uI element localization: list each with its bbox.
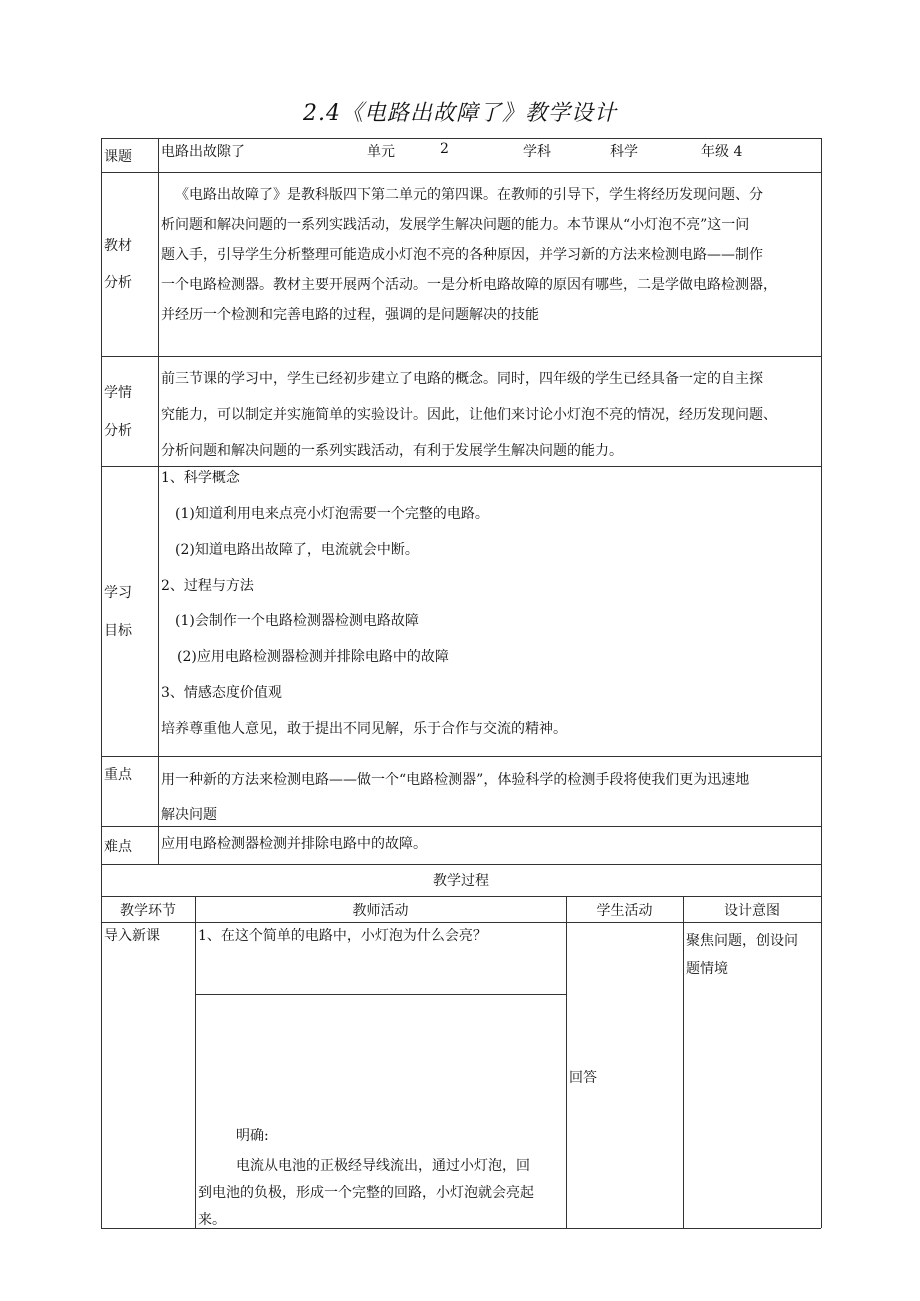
students-line: 分析问题和解决问题的一系列实践活动，有利于发展学生解决问题的能力。 — [161, 443, 623, 459]
students-line: 前三节课的学习中，学生已经初步建立了电路的概念。同时，四年级的学生已经具备一定的自主探 — [161, 371, 763, 387]
title-text: 《电路出故障了》教学设计 — [340, 101, 617, 126]
page-title — [0, 96, 920, 127]
clarify-line: 到电池的负极，形成一个完整的回路，小灯泡就会亮起 — [198, 1185, 534, 1201]
column-header-intent: 设计意图 — [724, 903, 780, 919]
unit-label: 单元 — [367, 144, 395, 160]
column-header-stage: 教学环节 — [120, 903, 176, 919]
objective-item: (1)知道利用电来点亮小灯泡需要一个完整的电路。 — [175, 506, 489, 522]
textbook-line: 析问题和解决问题的一系列实践活动，发展学生解决问题的能力。本节课从“小灯泡不亮”这一问 — [161, 217, 750, 233]
clarify-label: 明确: — [236, 1128, 269, 1144]
difficulty-text: 应用电路检测器检测并排除电路中的故障。 — [161, 836, 427, 852]
objective-item: 2、过程与方法 — [161, 578, 254, 594]
stage-intro: 导入新课 — [104, 928, 160, 944]
objectives-label-line1: 学习 — [104, 585, 132, 601]
key-point-label: 重点 — [104, 767, 132, 783]
clarify-line: 来。 — [198, 1212, 226, 1228]
grade-value: 年级 4 — [701, 144, 743, 160]
unit-value: 2 — [440, 141, 449, 157]
intent-line: 题情境 — [686, 961, 728, 977]
clarify-line: 电流从电池的正极经导线流出，通过小灯泡，回 — [236, 1158, 530, 1174]
column-header-student: 学生活动 — [596, 903, 653, 919]
teacher-question: 1、在这个简单的电路中，小灯泡为什么会亮？ — [198, 928, 487, 944]
topic-label: 课题 — [104, 149, 132, 165]
textbook-label-line2: 分析 — [104, 275, 132, 291]
objective-item: 3、情感态度价值观 — [161, 685, 282, 701]
student-activity: 回答 — [569, 1070, 597, 1086]
objective-item: (1)会制作一个电路检测器检测电路故障 — [175, 613, 419, 629]
objective-item: 1、科学概念 — [161, 470, 240, 486]
column-header-teacher: 教师活动 — [352, 903, 409, 919]
process-title: 教学过程 — [433, 873, 489, 889]
textbook-label-line1: 教材 — [104, 238, 132, 254]
subject-label: 学科 — [523, 144, 551, 160]
textbook-line: 一个电路检测器。教材主要开展两个活动。一是分析电路故障的原因有哪些，二是学做电路检测器， — [161, 277, 777, 293]
students-label-line1: 学情 — [104, 385, 132, 401]
students-line: 究能力，可以制定并实施简单的实验设计。因此，让他们来讨论小灯泡不亮的情况，经历发现问题、 — [161, 407, 777, 423]
textbook-line: 并经历一个检测和完善电路的过程，强调的是问题解决的技能 — [161, 307, 539, 323]
subject-value: 科学 — [610, 144, 638, 160]
topic-value: 电路出故隙了 — [161, 144, 245, 160]
key-point-line: 用一种新的方法来检测电路——做一个“电路检测器”，体验科学的检测手段将使我们更为迅速地 — [161, 772, 750, 788]
intent-line: 聚焦问题，创设问 — [686, 933, 798, 949]
objective-item: 培养尊重他人意见，敢于提出不同见解，乐于合作与交流的精神。 — [161, 721, 567, 737]
students-label-line2: 分析 — [104, 423, 132, 439]
objective-item: (2)应用电路检测器检测并排除电路中的故障 — [177, 649, 449, 665]
textbook-line: 题入手，引导学生分析整理可能造成小灯泡不亮的各种原因，并学习新的方法来检测电路——制作 — [161, 247, 763, 263]
title-number: 2.4 — [302, 101, 341, 126]
key-point-line: 解决问题 — [161, 807, 217, 823]
objectives-label-line2: 目标 — [104, 623, 132, 639]
difficulty-label: 难点 — [104, 839, 132, 855]
objective-item: (2)知道电路出故障了，电流就会中断。 — [175, 542, 419, 558]
textbook-line: 《电路出故障了》是教科版四下第二单元的第四课。在教师的引导下，学生将经历发现问题、分 — [175, 187, 763, 203]
